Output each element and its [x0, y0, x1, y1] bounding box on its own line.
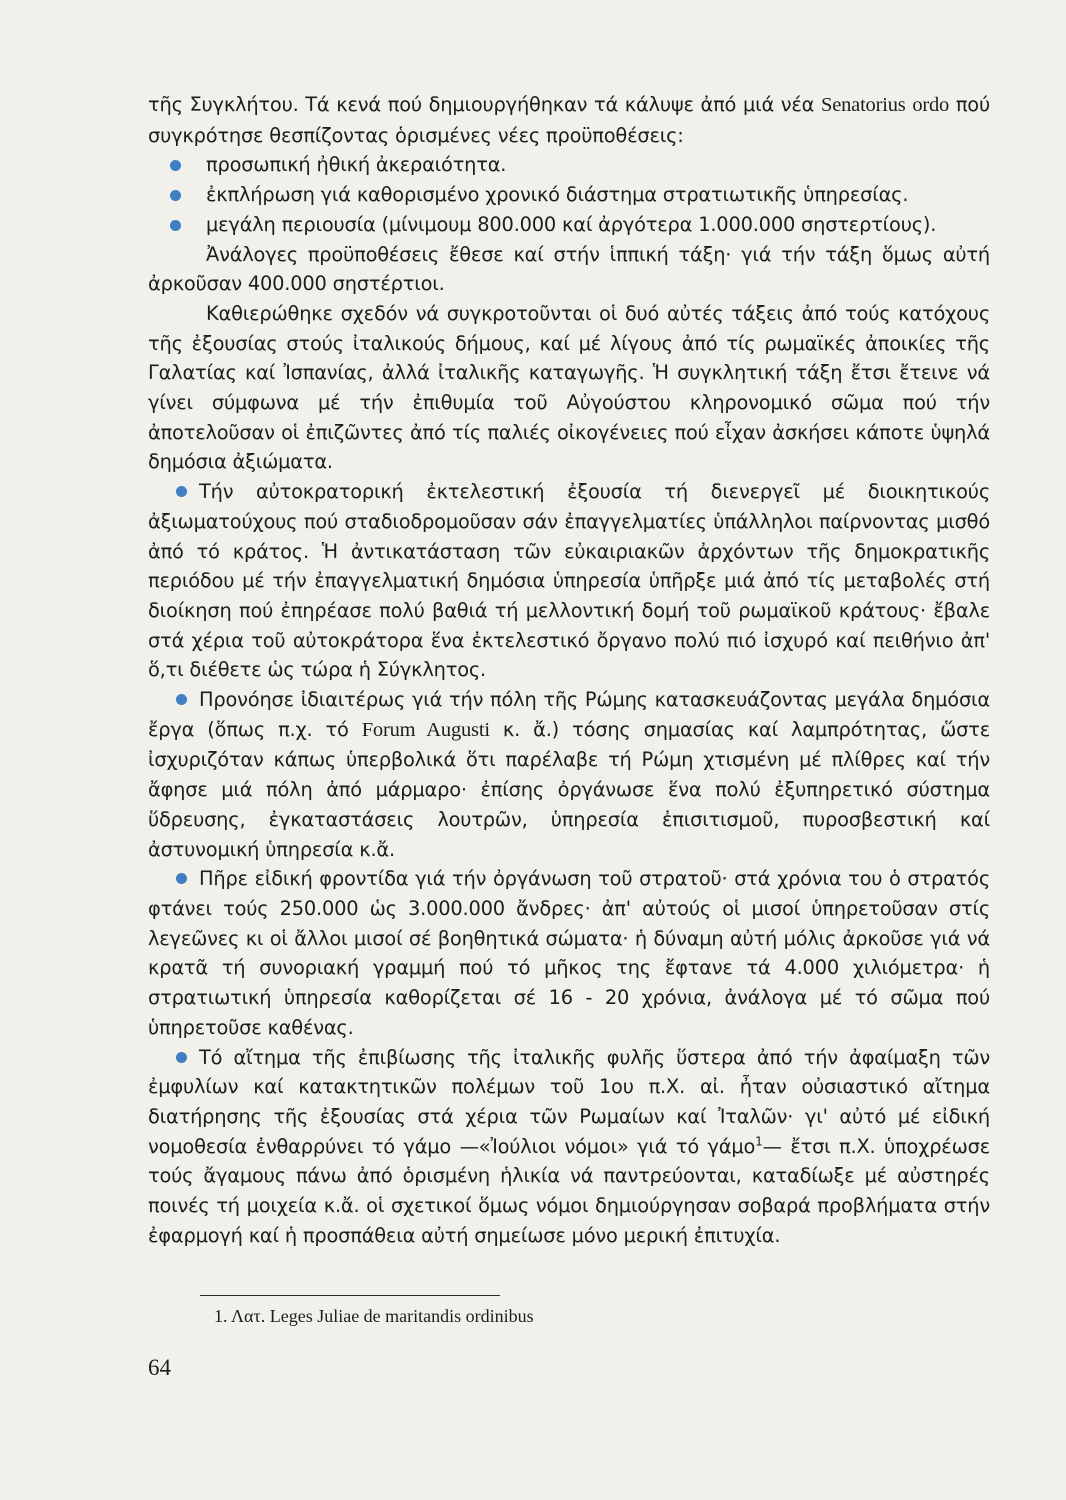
- footnote-marker: 1: [755, 1134, 763, 1149]
- intro-paragraph: [148, 90, 990, 150]
- paragraph-text: Πῆρε εἰδική φροντίδα γιά τήν ὀργάνωση τοῦ στρατοῦ· στά χρόνια του ὁ στρατός φτάνει τούς 250.000 ὡς 3.000.000 ἄνδρες· ἀπ' αὐτούς οἱ μισοί ὑπηρετοῦσαν στίς λεγεῶνες κι οἱ ἄλλοι μισοί σέ βοηθητικά σώματα· ἡ δύναμη αὐτή μόλις ἀρκοῦσε γιά νά κρατᾶ τή συνοριακή γραμμή πού τό μῆκος της ἔφτανε τά 4.000 χιλιόμετρα· ἡ στρατιωτική ὑπηρεσία καθορίζεται σέ 16 - 20 χρόνια, ἀνάλογα μέ τό σῶμα πού ὑπηρετοῦσε καθένας.: [148, 867, 990, 1039]
- requirement-text: προσωπική ἠθική ἀκεραιότητα.: [206, 153, 507, 177]
- bullet-icon: [176, 873, 187, 884]
- paragraph-text: Τό αἴτημα τῆς ἐπιβίωσης τῆς ἰταλικῆς φυλῆς ὕστερα ἀπό τήν ἀφαίμαξη τῶν ἐμφυλίων καί κατακτητικῶν πολέμων τοῦ 1ου π.Χ. αἰ. ἦταν οὐσιαστικό αἴτημα διατήρησης τῆς ἐξουσίας στά χέρια τῶν Ρωμαίων καί Ἰταλῶν· γι' αὐτό μέ εἰδική νομοθεσία ἐνθαρρύνει τό γάμο —«Ἰούλιοι νόμοι» γιά τό γάμο: [148, 1045, 990, 1158]
- rome-paragraph: [148, 685, 990, 864]
- paragraph-text: Τήν αὐτοκρατορική ἐκτελεστική ἐξουσία τή διενεργεῖ μέ διοικητικούς ἀξιωματούχους πού σταδιοδρομοῦσαν σάν ἐπαγγελματίες ὑπάλληλοι παίρνοντας μισθό ἀπό τό κράτος. Ἡ ἀντικατάσταση τῶν εὐκαιριακῶν ἀρχόντων τῆς δημοκρατικῆς περιόδου μέ τήν ἐπαγγελματική δημόσια ὑπηρεσία ὑπῆρξε μιά ἀπό τίς μεταβολές στή διοίκηση πού ἐπηρέασε πολύ βαθιά τή μελλοντική δομή τοῦ ρωμαϊκοῦ κράτους· ἔβαλε στά χέρια τοῦ αὐτοκράτορα ἕνα ἐκτελεστικό ὄργανο πολύ πιό ἰσχυρό καί πειθήνιο ἀπ' ὅ,τι διέθετε ὡς τώρα ἡ Σύγκλητος.: [148, 480, 990, 682]
- paragraph-text: Προνόησε ἰδιαιτέρως γιά τήν πόλη τῆς Ρώμης κατασκευάζοντας μεγάλα δημόσια ἔργα (ὅπως π.χ. τό: [148, 688, 990, 741]
- requirement-item: [148, 150, 990, 180]
- bullet-icon: [170, 160, 181, 171]
- latin-term: Senatorius: [821, 94, 906, 116]
- paragraph-text: — ἔτσι π.Χ. ὑποχρέωσε τούς ἄγαμους πάνω ἀπό ὁρισμένη ἡλικία νά παντρεύονται, καταδίωξε μέ αὐστηρές ποινές τή μοιχεία κ.ἄ. οἱ σχετικοί ὅμως νόμοι δημιούργησαν σοβαρά προβλήματα στήν ἐφαρμογή καί ἡ προσπάθεια αὐτή σημείωσε μόνο μερική ἐπιτυχία.: [148, 1134, 990, 1247]
- administration-paragraph: [148, 477, 990, 685]
- requirement-text: μεγάλη περιουσία (μίνιμουμ 800.000 καί ἀργότερα 1.000.000 σηστερτίους).: [206, 212, 937, 236]
- bullet-icon: [170, 190, 181, 201]
- main-text: [148, 90, 990, 1250]
- latin-term: Forum Augusti: [361, 718, 490, 741]
- classes-paragraph: Καθιερώθηκε σχεδόν νά συγκροτοῦνται οἱ δυό αὐτές τάξεις ἀπό τούς κατόχους τῆς ἐξουσίας στούς ἰταλικούς δήμους, καί μέ λίγους ἀπό τίς ρωμαϊκές ἀποικίες τῆς Γαλατίας καί Ἰσπανίας, ἀλλά ἰταλικῆς καταγωγῆς. Ἡ συγκλητική τάξη ἔτσι ἔτεινε νά γίνει σύμφωνα μέ τήν ἐπιθυμία τοῦ Αὐγούστου κληρονομικό σῶμα πού τήν ἀποτελοῦσαν οἱ ἐπιζῶντες ἀπό τίς παλιές οἰκογένειες πού εἶχαν ἀσκήσει κάποτε ὑψηλά δημόσια ἀξιώματα.: [148, 301, 990, 474]
- paragraph-text: κ. ἄ.) τόσης σημασίας καί λαμπρότητας, ὥστε ἰσχυριζόταν κάπως ὑπερβολικά ὅτι παρέλαβε τή Ρώμη χτισμένη μέ πλίθρες καί τήν ἄφησε μιά πόλη ἀπό μάρμαρο· ἐπίσης ὀργάνωσε ἕνα πολύ ἐξυπηρετικό σύστημα ὕδρευσης, ἐγκαταστάσεις λουτρῶν, ὑπηρεσία ἐπισιτισμοῦ, πυροσβεστική καί ἀστυνομική ὑπηρεσία κ.ἄ.: [148, 717, 990, 861]
- page-number: 64: [148, 1355, 171, 1380]
- requirement-item: [148, 210, 990, 240]
- requirement-item: [148, 180, 990, 210]
- army-paragraph: [148, 864, 990, 1042]
- latin-term: ordo: [912, 94, 950, 116]
- equestrian-paragraph: Ἀνάλογες προϋποθέσεις ἔθεσε καί στήν ἱππική τάξη· γιά τήν τάξη ὅμως αὐτή ἀρκοῦσαν 400.000 σηστέρτιοι.: [148, 242, 990, 296]
- footnote-divider: [200, 1295, 500, 1296]
- bullet-icon: [176, 486, 187, 497]
- requirement-text: ἐκπλήρωση γιά καθορισμένο χρονικό διάστημα στρατιωτικῆς ὑπηρεσίας.: [206, 183, 909, 207]
- marriage-paragraph: [148, 1043, 990, 1251]
- intro-text: πού συγκρότησε θεσπίζοντας ὁρισμένες νέες προϋποθέσεις:: [148, 93, 990, 147]
- bullet-icon: [176, 694, 187, 705]
- footnote: 1. Λατ. Leges Juliae de maritandis ordinibus: [214, 1306, 534, 1326]
- intro-text: τῆς Συγκλήτου. Τά κενά πού δημιουργήθηκαν τά κάλυψε ἀπό μιά νέα: [148, 93, 822, 116]
- bullet-icon: [176, 1052, 187, 1063]
- bullet-icon: [170, 220, 181, 231]
